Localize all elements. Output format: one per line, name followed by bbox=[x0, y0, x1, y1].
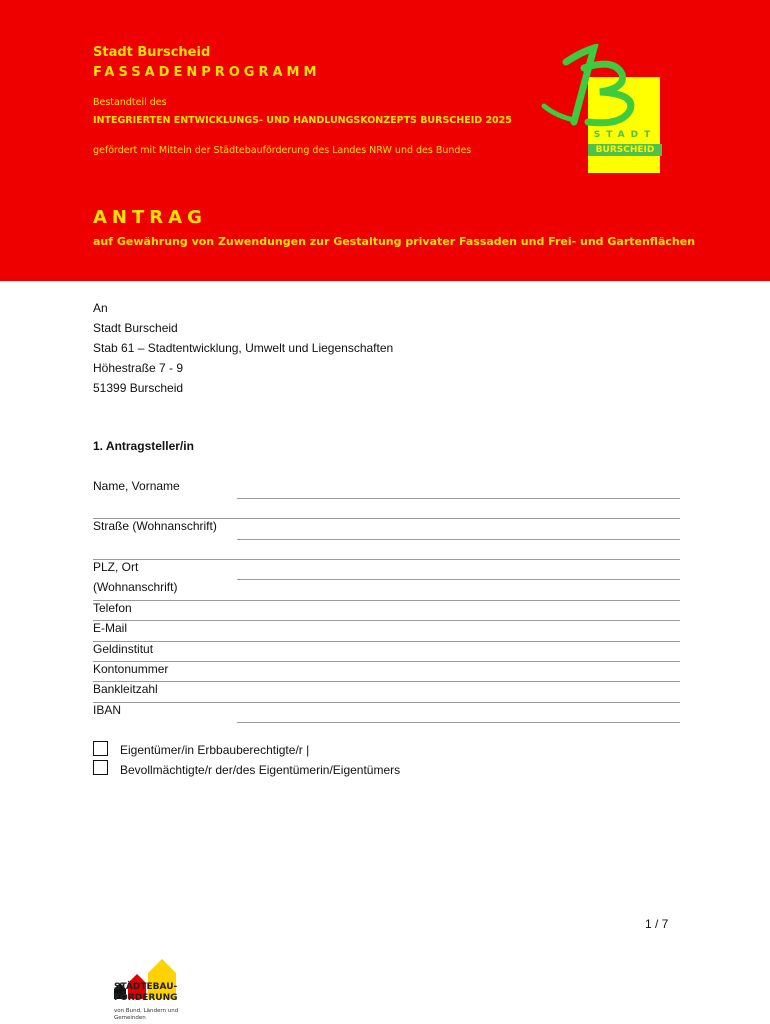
field-label-street: Straße (Wohnanschrift) bbox=[93, 519, 217, 533]
address-line: Stab 61 – Stadtentwicklung, Umwelt und Liegenschaften bbox=[93, 341, 394, 355]
field-label-email: E-Mail bbox=[93, 621, 128, 635]
document-title: ANTRAG bbox=[93, 207, 207, 228]
field-label-phone: Telefon bbox=[93, 601, 132, 615]
street-input-line[interactable] bbox=[237, 539, 680, 540]
field-label-residence: (Wohnanschrift) bbox=[93, 580, 178, 594]
authorized-checkbox[interactable] bbox=[93, 760, 108, 775]
authorized-checkbox-label: Bevollmächtigte/r der/des Eigentümerin/Eigentümers bbox=[120, 763, 401, 777]
bank-code-input-line[interactable] bbox=[93, 681, 680, 682]
iban-separator bbox=[93, 702, 680, 703]
owner-checkbox-label: Eigentümer/in Erbbauberechtigte/r | bbox=[120, 743, 310, 757]
iban-input-line[interactable] bbox=[237, 722, 680, 723]
footer-logo-line3: von Bund, Ländern und bbox=[114, 1008, 179, 1014]
account-number-input-line[interactable] bbox=[93, 661, 680, 662]
phone-input-line[interactable] bbox=[93, 600, 680, 601]
page-number: 1 / 7 bbox=[645, 917, 669, 931]
city-title: Stadt Burscheid bbox=[93, 45, 211, 60]
field-label-bank: Geldinstitut bbox=[93, 642, 154, 656]
field-label-name: Name, Vorname bbox=[93, 479, 180, 493]
address-line: 51399 Burscheid bbox=[93, 381, 184, 395]
header-banner bbox=[0, 0, 770, 281]
concept-title: INTEGRIERTEN ENTWICKLUNGS- UND HANDLUNGSKONZEPTS BURSCHEID 2025 bbox=[93, 115, 512, 126]
logo-name-text: BURSCHEID bbox=[588, 144, 662, 156]
address-line: An bbox=[93, 301, 108, 315]
footer-logo-line1: STÄDTEBAU- bbox=[114, 982, 178, 992]
email-input-line[interactable] bbox=[93, 620, 680, 621]
field-label-bank-code: Bankleitzahl bbox=[93, 682, 158, 696]
name-input-line[interactable] bbox=[237, 498, 680, 499]
owner-checkbox[interactable] bbox=[93, 741, 108, 756]
logo-stadt-text: STADT bbox=[593, 130, 657, 140]
funding-note: gefördert mit Mitteln der Städtebauförderung des Landes NRW und des Bundes bbox=[93, 145, 472, 156]
section-title: 1. Antragsteller/in bbox=[93, 439, 194, 453]
field-label-iban: IBAN bbox=[93, 703, 122, 717]
field-separator bbox=[93, 559, 680, 560]
document-subtitle: auf Gewährung von Zuwendungen zur Gestaltung privater Fassaden und Frei- und Gartenflächen bbox=[93, 235, 696, 248]
bank-input-line[interactable] bbox=[93, 641, 680, 642]
address-line: Höhestraße 7 - 9 bbox=[93, 361, 184, 375]
footer-logo-line2: FÖRDERUNG bbox=[114, 993, 178, 1003]
zip-city-input-line[interactable] bbox=[237, 579, 680, 580]
program-title: FASSADENPROGRAMM bbox=[93, 65, 321, 80]
field-label-account-number: Kontonummer bbox=[93, 662, 169, 676]
burscheid-logo bbox=[536, 44, 666, 162]
field-label-zip-city: PLZ, Ort bbox=[93, 560, 139, 574]
logo-b-glyph bbox=[536, 44, 666, 144]
field-separator bbox=[93, 518, 680, 519]
footer-logo-line4: Gemeinden bbox=[114, 1015, 146, 1021]
part-of-text: Bestandteil des bbox=[93, 97, 167, 108]
address-line: Stadt Burscheid bbox=[93, 321, 178, 335]
